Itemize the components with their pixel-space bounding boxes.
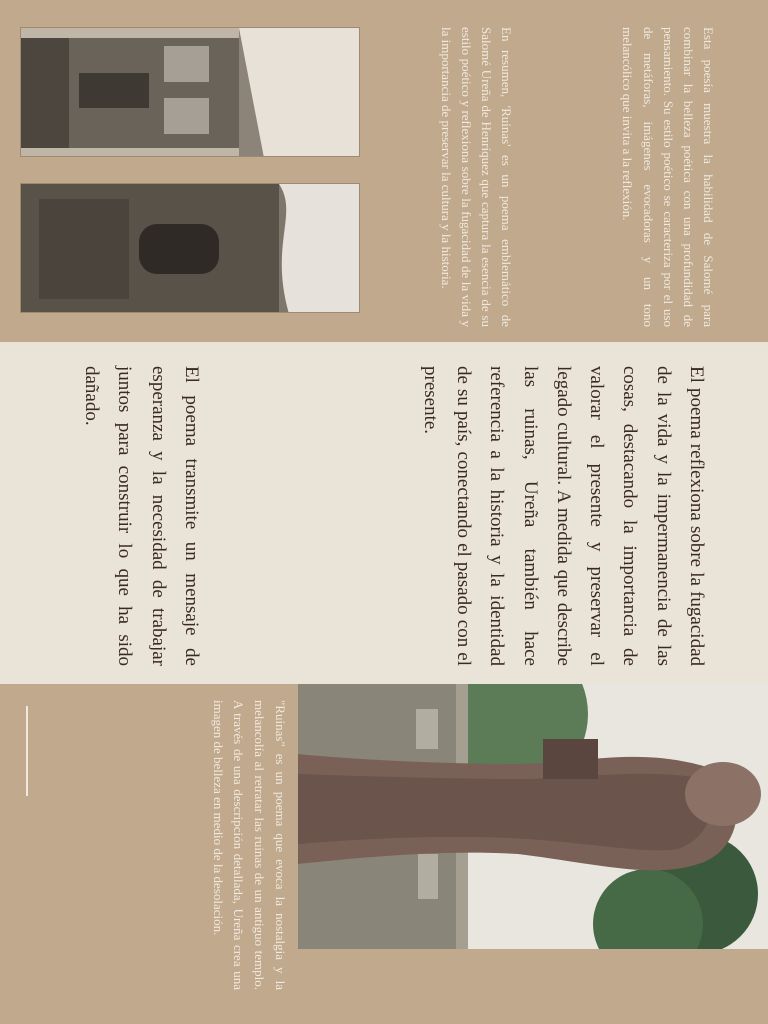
panel-middle [0, 342, 768, 684]
photo-statue-graphic [298, 684, 768, 949]
panel-left [0, 0, 768, 342]
paragraph-mensaje: El poema transmite un mensaje de esperanza y la necesidad de trabajar juntos para construir lo que ha sido dañado. [81, 366, 202, 666]
paragraph-ruinas: "Ruinas" es un poema que evoca la nostalgia y la melancolía al retratar las ruinas de un antiguo templo. A través de una descripción detallada, Ureña crea una imagen de belleza en medio de la desolación. [210, 700, 288, 990]
divider-line [26, 706, 28, 796]
paragraph-habilidad: Esta poesía muestra la habilidad de Salomé para combinar la belleza poética con una profundidad de pensamiento. Su estilo poético se caracteriza por el uso de metáforas, imágenes evocadoras y un tono melancólico que invita a la reflexión. [620, 27, 716, 327]
paragraph-resumen: En resumen, 'Ruinas' es un poema emblemático de Salomé Ureña de Henríquez que captura la esencia de su estilo poético y reflexiona sobre la fugacidad de la vida y la importancia de preservar la cultura y la historia. [438, 27, 514, 327]
paragraph-reflexiona: El poema reflexiona sobre la fugacidad de la vida y la impermanencia de las cosas, destacando la importancia de valorar el presente y preservar el legado cultural. A medida que describe las ruinas, Ureña también hace referencia a la historia y la identidad de su país, conectando el pasado con el presente. [420, 366, 707, 666]
photo-ruins-courtyard [20, 27, 360, 157]
photo-statue [298, 684, 768, 949]
panel-right [0, 684, 768, 1024]
photo-ruins-arch [20, 183, 360, 313]
photo-ruins-courtyard-graphic [20, 28, 359, 157]
photo-ruins-arch-graphic [20, 184, 359, 313]
